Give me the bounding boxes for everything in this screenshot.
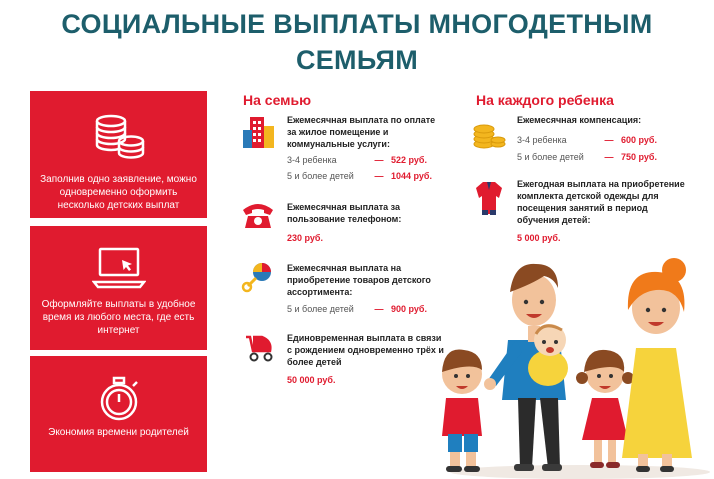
child-item-compensation	[517, 114, 687, 163]
amount-value: 900 руб.	[391, 304, 427, 314]
amount-value: 600 руб.	[621, 135, 657, 145]
dash: —	[374, 304, 384, 314]
coins-stack-icon	[472, 120, 506, 150]
amount-value: 1044 руб.	[391, 171, 432, 181]
mother-figure	[622, 258, 692, 472]
amount-row	[287, 154, 447, 166]
amount-row	[287, 303, 447, 315]
laptop-icon	[92, 246, 146, 290]
child-item-clothing	[517, 178, 687, 244]
left-card-text: Заполнив одно заявление, можно одновременно оформить несколько детских выплат	[40, 174, 197, 211]
stroller-icon	[240, 333, 276, 363]
family-item-triplets	[287, 332, 447, 386]
family-item-telephone	[287, 201, 447, 244]
amount-row	[517, 134, 687, 146]
item-title: Ежемесячная компенсация:	[517, 115, 642, 125]
school-uniform-icon	[474, 180, 504, 216]
item-title: Ежегодная выплата на приобретение комплекта детской одежды для посещения занятий в период обучения детей:	[517, 179, 685, 225]
left-card-save-time	[30, 356, 207, 472]
left-card-text: Оформляйте выплаты в удобное время из любого места, где есть интернет	[41, 299, 196, 336]
dash: —	[604, 135, 614, 145]
amount-label: 3-4 ребенка	[287, 155, 337, 165]
heading-per-family: На семью	[243, 92, 312, 108]
rattle-icon	[240, 260, 274, 294]
title-line-1: СОЦИАЛЬНЫЕ ВЫПЛАТЫ МНОГОДЕТНЫМ	[61, 9, 653, 39]
telephone-icon	[240, 200, 276, 230]
left-card-text: Экономия времени родителей	[48, 427, 189, 438]
amount-value: 522 руб.	[391, 155, 427, 165]
family-item-housing	[287, 114, 447, 182]
item-title: Ежемесячная выплата на приобретение товаров детского ассортимента:	[287, 263, 431, 297]
amount-row	[517, 151, 687, 163]
dash: —	[374, 155, 384, 165]
dash: —	[374, 171, 384, 181]
page-title	[0, 6, 714, 78]
item-title: Единовременная выплата в связи с рождением одновременно трёх и более детей	[287, 333, 444, 367]
item-title: Ежемесячная выплата за пользование телефоном:	[287, 202, 402, 224]
amount-label: 5 и более детей	[517, 152, 584, 162]
amount-value: 50 000 руб.	[287, 375, 336, 385]
amount-value: 5 000 руб.	[517, 233, 561, 243]
amount-value: 230 руб.	[287, 233, 323, 243]
amount-row	[287, 170, 447, 182]
stopwatch-icon	[94, 374, 144, 424]
building-icon	[240, 114, 276, 150]
amount-label: 3-4 ребенка	[517, 135, 567, 145]
coins-icon	[91, 113, 147, 161]
family-illustration	[430, 248, 714, 479]
amount-value: 750 руб.	[621, 152, 657, 162]
amount-label: 5 и более детей	[287, 171, 354, 181]
boy-figure	[442, 349, 482, 472]
dash: —	[604, 152, 614, 162]
family-item-children-goods	[287, 262, 447, 315]
title-line-2: СЕМЬЯМ	[295, 45, 419, 75]
amount-label: 5 и более детей	[287, 304, 354, 314]
left-card-one-application	[30, 91, 207, 218]
item-title: Ежемесячная выплата по оплате за жилое помещение и коммунальные услуги:	[287, 115, 436, 149]
heading-per-child: На каждого ребенка	[476, 92, 614, 108]
left-card-online	[30, 226, 207, 350]
